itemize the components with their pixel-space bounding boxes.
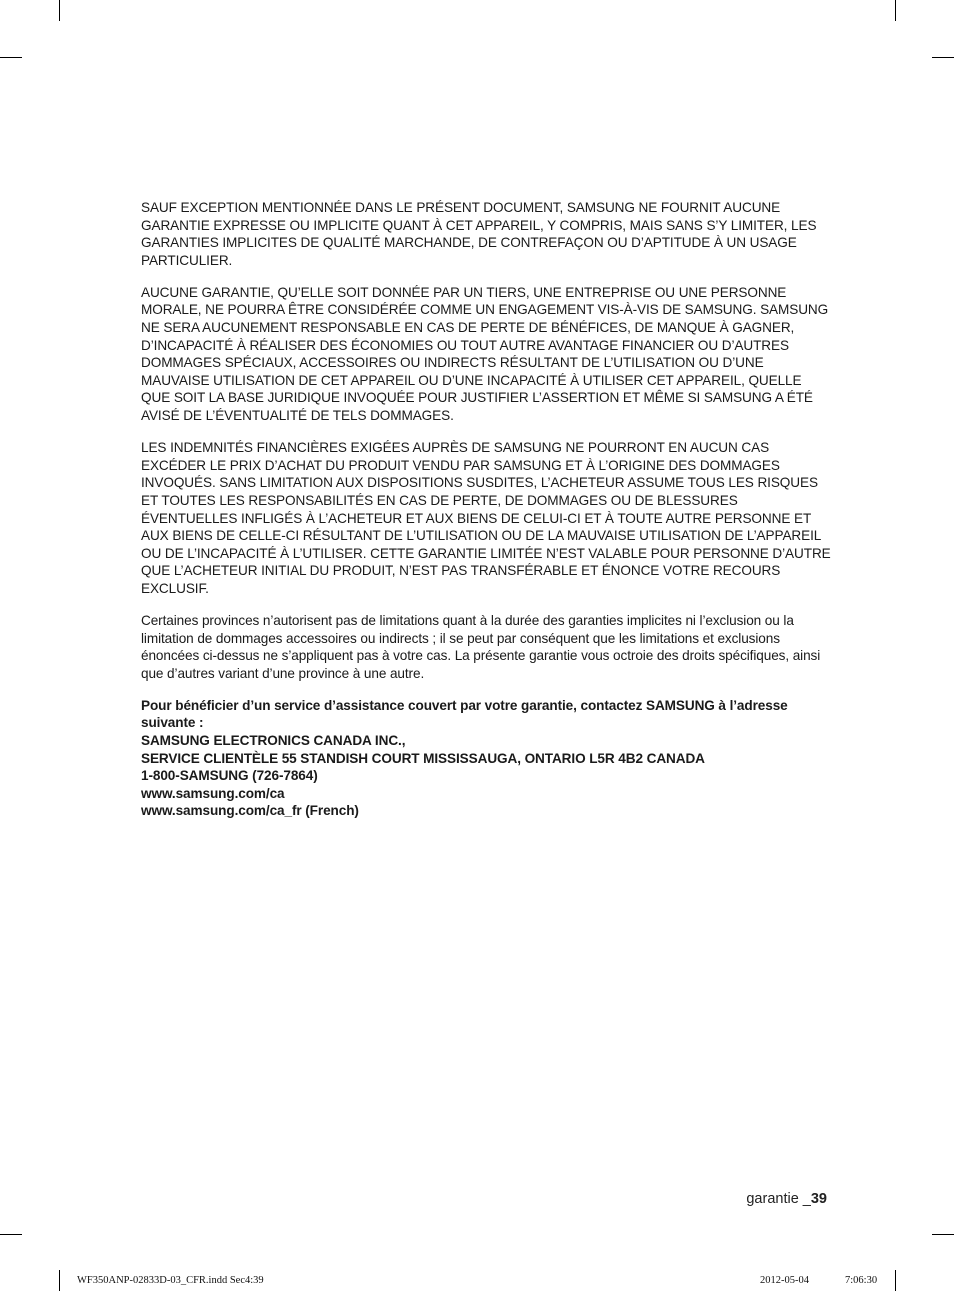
paragraph-no-express-warranty: SAUF EXCEPTION MENTIONNÉE DANS LE PRÉSENT DOCUMENT, SAMSUNG NE FOURNIT AUCUNE GARANTIE EXPRESSE OU IMPLICITE QUANT À CET APPAREIL, Y COMPRIS, MAIS SANS S’Y LIMITER, LES GARANTIES IMPLICITES DE QUALITÉ MARCHANDE, DE CONTREFAÇON OU D’APTITUDE À UN USAGE PARTICULIER. bbox=[141, 200, 817, 268]
contact-url-french[interactable]: www.samsung.com/ca_fr (French) bbox=[141, 803, 359, 819]
slug-date: 2012-05-04 bbox=[760, 1275, 809, 1286]
crop-mark-top-left-vertical bbox=[59, 0, 60, 21]
page-footer bbox=[746, 1191, 827, 1207]
footer-section-label: garantie _ bbox=[746, 1191, 811, 1207]
crop-mark-bottom-right-vertical bbox=[895, 1270, 896, 1291]
warranty-text-body bbox=[141, 199, 831, 820]
crop-mark-bottom-left-vertical bbox=[59, 1270, 60, 1291]
contact-company: SAMSUNG ELECTRONICS CANADA INC., bbox=[141, 733, 406, 749]
paragraph-no-third-party-warranty: AUCUNE GARANTIE, QU’ELLE SOIT DONNÉE PAR UN TIERS, UNE ENTREPRISE OU UNE PERSONNE MORALE, NE POURRA ÊTRE CONSIDÉRÉE COMME UN ENGAGEMENT VIS-À-VIS DE SAMSUNG. SAMSUNG NE SERA AUCUNEMENT RESPONSABLE EN CAS DE PERTE DE BÉNÉFICES, DE MANQUE À GAGNER, D’INCAPACITÉ À RÉALISER DES ÉCONOMIES OU TOUT AUTRE AVANTAGE FINANCIER OU D’AUTRES DOMMAGES SPÉCIAUX, ACCESSOIRES OU INDIRECTS RÉSULTANT DE L’UTILISATION OU D’UNE MAUVAISE UTILISATION DE CET APPAREIL OU D’UNE INCAPACITÉ À UTILISER CET APPAREIL, QUELLE QUE SOIT LA BASE JURIDIQUE INVOQUÉE POUR JUSTIFIER L’ASSERTION ET MÊME SI SAMSUNG A ÉTÉ AVISÉ DE L’ÉVENTUALITÉ DE TELS DOMMAGES. bbox=[141, 284, 829, 424]
contact-intro: Pour bénéficier d’un service d’assistance couvert par votre garantie, contactez SAMSUNG à l’adresse suivante : bbox=[141, 697, 788, 731]
crop-mark-top-right-horizontal bbox=[932, 57, 954, 58]
slug-filename: WF350ANP-02833D-03_CFR.indd Sec4:39 bbox=[77, 1275, 264, 1286]
contact-phone: 1-800-SAMSUNG (726-7864) bbox=[141, 768, 318, 784]
contact-block bbox=[141, 697, 831, 820]
paragraph-liability-limit: LES INDEMNITÉS FINANCIÈRES EXIGÉES AUPRÈS DE SAMSUNG NE POURRONT EN AUCUN CAS EXCÉDER LE PRIX D’ACHAT DU PRODUIT VENDU PAR SAMSUNG ET À L’ORIGINE DES DOMMAGES INVOQUÉS. SANS LIMITATION AUX DISPOSITIONS SUSDITES, L’ACHETEUR ASSUME TOUS LES RISQUES ET TOUTES LES RESPONSABILITÉS EN CAS DE PERTE, DE DOMMAGES OU DE BLESSURES ÉVENTUELLES INFLIGÉS À L’ACHETEUR ET AUX BIENS DE CELUI-CI ET À TOUTE AUTRE PERSONNE ET AUX BIENS DE CELLE-CI RÉSULTANT DE L’UTILISATION OU DE LA MAUVAISE UTILISATION DE L’APPAREIL OU DE L’INCAPACITÉ À L’UTILISER. CETTE GARANTIE LIMITÉE N’EST VALABLE POUR PERSONNE D’AUTRE QUE L’ACHETEUR INITIAL DU PRODUIT, N’EST PAS TRANSFÉRABLE ET ÉNONCE VOTRE RECOURS EXCLUSIF. bbox=[141, 440, 831, 596]
contact-address: SERVICE CLIENTÈLE 55 STANDISH COURT MISSISSAUGA, ONTARIO L5R 4B2 CANADA bbox=[141, 750, 705, 766]
contact-url-english[interactable]: www.samsung.com/ca bbox=[141, 785, 285, 801]
page-number: 39 bbox=[810, 1191, 827, 1207]
crop-mark-top-left-horizontal bbox=[0, 57, 22, 58]
crop-mark-bottom-right-horizontal bbox=[932, 1234, 954, 1235]
crop-mark-top-right-vertical bbox=[895, 0, 896, 21]
slug-time: 7:06:30 bbox=[845, 1275, 878, 1286]
crop-mark-bottom-left-horizontal bbox=[0, 1234, 22, 1235]
paragraph-provincial-rights: Certaines provinces n’autorisent pas de limitations quant à la durée des garanties implicites ni l’exclusion ou la limitation de dommages accessoires ou indirects ; il se peut par conséquent que les limitations et exclusions énoncées ci-dessus ne s’appliquent pas à votre cas. La présente garantie vous octroie des droits spécifiques, ainsi que d’autres variant d’une province à une autre. bbox=[141, 612, 821, 681]
